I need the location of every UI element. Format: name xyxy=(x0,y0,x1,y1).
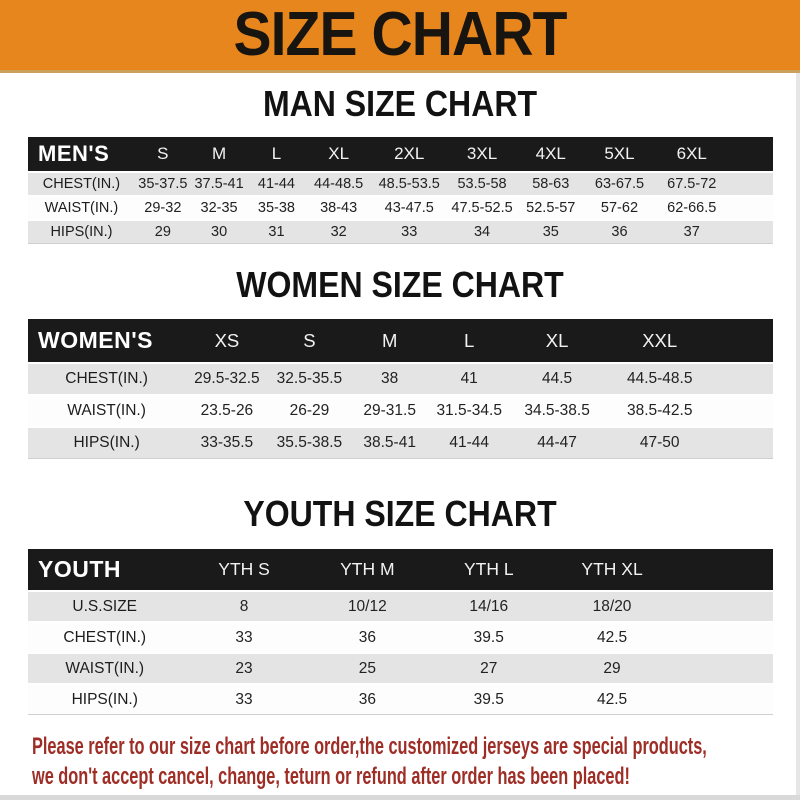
size-cell: 44.5 xyxy=(542,370,573,387)
size-cell: 62-66.5 xyxy=(667,200,717,216)
size-cell: 44-47 xyxy=(537,434,577,451)
size-cell: 29 xyxy=(603,659,621,677)
column-header: YTH L xyxy=(463,559,514,579)
size-cell: 23 xyxy=(235,659,253,677)
column-header: 3XL xyxy=(466,144,498,163)
row-label: CHEST(IN.) xyxy=(42,176,121,192)
section-youth xyxy=(0,493,800,534)
banner xyxy=(0,0,800,73)
women-section-heading: WOMEN SIZE CHART xyxy=(236,264,564,305)
size-cell: 31.5-34.5 xyxy=(436,402,502,419)
size-cell: 30 xyxy=(211,224,228,240)
size-cell: 35-37.5 xyxy=(138,176,188,192)
size-cell: 38.5-41 xyxy=(363,434,416,451)
column-header: 5XL xyxy=(604,144,635,163)
table-row xyxy=(28,428,773,458)
size-cell: 42.5 xyxy=(596,690,628,708)
size-cell: 38-43 xyxy=(320,200,358,216)
size-cell: 32 xyxy=(330,224,347,240)
table-row xyxy=(28,654,773,683)
size-cell: 53.5-58 xyxy=(457,176,507,192)
column-header: S xyxy=(303,329,316,351)
column-header: L xyxy=(464,329,475,351)
size-cell: 52.5-57 xyxy=(526,200,576,216)
table-row xyxy=(28,364,773,394)
column-header: 4XL xyxy=(535,144,566,163)
size-cell: 32.5-35.5 xyxy=(276,370,343,387)
notice-text-1: Please refer to our size chart before order,the customized jerseys are special products, xyxy=(32,733,707,760)
size-cell: 14/16 xyxy=(469,597,509,615)
notice-line-1 xyxy=(32,732,800,762)
size-cell: 39.5 xyxy=(473,628,504,646)
row-label: WAIST(IN.) xyxy=(44,200,119,216)
table-corner-label: YOUTH xyxy=(38,556,121,582)
column-header: M xyxy=(212,144,227,163)
size-cell: 48.5-53.5 xyxy=(378,176,440,192)
size-cell: 38 xyxy=(381,370,399,387)
size-cell: 29-32 xyxy=(144,200,182,216)
size-cell: 33 xyxy=(401,224,418,240)
size-cell: 39.5 xyxy=(473,690,504,708)
size-cell: 44.5-48.5 xyxy=(626,370,693,387)
size-cell: 33 xyxy=(235,690,253,708)
youth-size-table xyxy=(28,549,773,715)
size-cell: 58-63 xyxy=(532,176,570,192)
section-women xyxy=(0,264,800,305)
size-cell: 36 xyxy=(358,690,376,708)
table-header-row xyxy=(28,319,773,362)
size-cell: 41 xyxy=(460,370,478,387)
size-cell: 29.5-32.5 xyxy=(194,370,260,387)
size-cell: 37.5-41 xyxy=(194,176,244,192)
size-cell: 41-44 xyxy=(257,176,295,192)
table-header-row xyxy=(28,137,773,171)
notice-text-2: we don't accept cancel, change, teturn or refund after order has been placed! xyxy=(32,763,630,790)
row-label: WAIST(IN.) xyxy=(67,402,146,419)
row-label: HIPS(IN.) xyxy=(71,690,138,708)
table-row xyxy=(28,221,773,243)
size-cell: 63-67.5 xyxy=(594,176,645,192)
row-label: U.S.SIZE xyxy=(72,597,138,615)
size-cell: 25 xyxy=(358,659,376,677)
section-men xyxy=(0,83,800,124)
table-corner-label: WOMEN'S xyxy=(38,327,154,353)
size-cell: 38.5-42.5 xyxy=(626,402,693,419)
table-corner-label: MEN'S xyxy=(38,141,110,166)
row-label: WAIST(IN.) xyxy=(65,659,145,677)
size-cell: 32-35 xyxy=(200,200,238,216)
column-header: S xyxy=(157,144,169,163)
size-cell: 44-48.5 xyxy=(314,176,364,192)
size-cell: 41-44 xyxy=(449,434,490,451)
column-header: XS xyxy=(214,329,240,351)
row-label: HIPS(IN.) xyxy=(73,434,140,451)
size-cell: 36 xyxy=(358,628,376,646)
size-cell: 31 xyxy=(268,224,285,240)
size-cell: 23.5-26 xyxy=(200,402,254,419)
size-cell: 27 xyxy=(480,659,498,677)
row-label: CHEST(IN.) xyxy=(63,628,147,646)
table-header-row xyxy=(28,549,773,590)
column-header: XL xyxy=(328,144,350,163)
column-header: YTH XL xyxy=(581,559,643,579)
size-cell: 37 xyxy=(683,224,700,240)
right-edge-shadow xyxy=(796,73,800,800)
size-cell: 33 xyxy=(235,628,253,646)
size-cell: 67.5-72 xyxy=(667,176,717,192)
page-title: SIZE CHART xyxy=(233,0,567,69)
table-row xyxy=(28,623,773,652)
size-cell: 47.5-52.5 xyxy=(451,200,513,216)
size-cell: 47-50 xyxy=(639,434,680,451)
notice-line-2 xyxy=(32,762,800,792)
column-header: XL xyxy=(545,329,569,351)
column-header: XXL xyxy=(642,329,678,351)
table-row xyxy=(28,592,773,621)
size-cell: 42.5 xyxy=(596,628,628,646)
women-size-table xyxy=(28,319,773,459)
size-cell: 8 xyxy=(239,597,249,615)
size-cell: 34 xyxy=(473,224,491,240)
youth-section-heading: YOUTH SIZE CHART xyxy=(243,493,557,534)
table-row xyxy=(28,685,773,714)
men-size-table xyxy=(28,137,773,244)
column-header: YTH S xyxy=(218,559,270,579)
size-cell: 29-31.5 xyxy=(363,402,416,419)
table-row xyxy=(28,396,773,426)
column-header: 6XL xyxy=(676,144,707,163)
footer-notice xyxy=(0,732,800,792)
size-cell: 29 xyxy=(154,224,171,240)
column-header: L xyxy=(271,144,282,163)
size-cell: 18/20 xyxy=(592,597,632,615)
bottom-edge-shadow xyxy=(0,795,800,800)
size-cell: 34.5-38.5 xyxy=(524,402,590,419)
men-section-heading: MAN SIZE CHART xyxy=(262,83,538,124)
table-row xyxy=(28,173,773,195)
size-cell: 35-38 xyxy=(257,200,295,216)
row-label: CHEST(IN.) xyxy=(65,370,148,387)
size-cell: 10/12 xyxy=(347,597,387,615)
size-cell: 26-29 xyxy=(289,402,330,419)
column-header: YTH M xyxy=(340,559,395,579)
size-cell: 33-35.5 xyxy=(200,434,254,451)
size-cell: 43-47.5 xyxy=(384,200,434,216)
row-label: HIPS(IN.) xyxy=(50,224,113,240)
column-header: M xyxy=(381,329,398,351)
table-row xyxy=(28,197,773,219)
size-cell: 36 xyxy=(611,224,628,240)
column-header: 2XL xyxy=(394,144,425,163)
size-cell: 57-62 xyxy=(600,200,639,216)
size-cell: 35 xyxy=(542,224,559,240)
size-cell: 35.5-38.5 xyxy=(276,434,343,451)
